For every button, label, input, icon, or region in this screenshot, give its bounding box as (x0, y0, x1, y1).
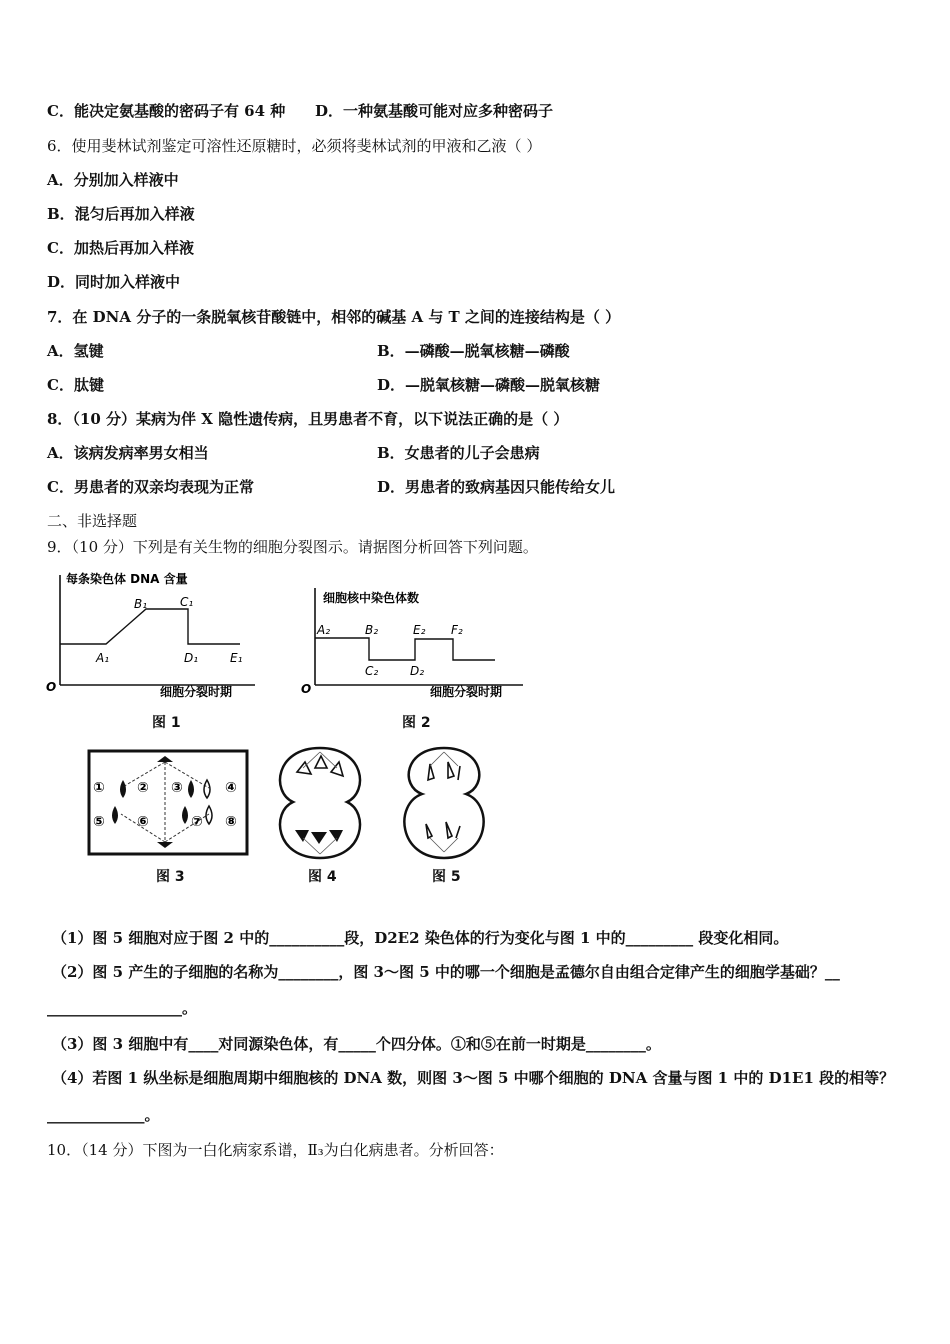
fig5-caption: 图 5 (432, 869, 461, 885)
fig3-label-4: ④ (225, 780, 237, 796)
q8-option-b: B．女患者的儿子会患病 (377, 444, 540, 462)
fig3-label-7: ⑦ (191, 814, 203, 830)
fig1-caption: 图 1 (152, 715, 181, 731)
q10-stem: 10．（14 分）下图为一白化病家系谱，Ⅱ₃为白化病患者。分析回答： (47, 1141, 504, 1159)
fig2-caption: 图 2 (402, 715, 431, 731)
fig1-point-c1: C₁ (180, 595, 194, 609)
fig2-point-e2: E₂ (413, 623, 426, 637)
figure-4-cell (265, 742, 375, 864)
fig3-label-5: ⑤ (93, 814, 105, 830)
q9-sub2-b: __________________。 (47, 999, 198, 1017)
q9-sub4-b: _____________。 (47, 1106, 160, 1124)
fig2-xlabel: 细胞分裂时期 (430, 685, 503, 699)
fig1-point-d1: D₁ (184, 651, 199, 665)
q8-option-d: D．男患者的致病基因只能传给女儿 (377, 478, 616, 496)
fig2-point-d2: D₂ (410, 664, 425, 678)
q7-stem: 7．在 DNA 分子的一条脱氧核苷酸链中，相邻的碱基 A 与 T 之间的连接结构是（ ） (47, 308, 621, 326)
fig3-label-2: ② (137, 780, 149, 796)
fig1-point-b1: B₁ (134, 597, 148, 611)
fig1-origin: O (46, 680, 57, 694)
q8-stem: 8．（10 分）某病为伴 X 隐性遗传病，且男患者不育，以下说法正确的是（ ） (47, 410, 569, 428)
fig3-label-1: ① (93, 780, 105, 796)
fig2-ylabel: 细胞核中染色体数 (323, 591, 420, 605)
section-title: 二、非选择题 (47, 512, 138, 530)
q9-stem: 9．（10 分）下列是有关生物的细胞分裂图示。请据图分析回答下列问题。 (47, 538, 538, 556)
fig4-caption: 图 4 (308, 869, 337, 885)
figure-1-graph (40, 565, 270, 700)
q9-sub2-a: （2）图 5 产生的子细胞的名称为________，图 3～图 5 中的哪一个细胞是孟德尔自由组合定律产生的细胞学基础？__ (52, 963, 840, 981)
fig3-label-3: ③ (171, 780, 183, 796)
q9-sub1: （1）图 5 细胞对应于图 2 中的__________段，D2E2 染色体的行为变化与图 1 中的_________ 段变化相同。 (52, 929, 789, 947)
q9-sub4-a: （4）若图 1 纵坐标是细胞周期中细胞核的 DNA 数，则图 3～图 5 中哪个细胞的 DNA 含量与图 1 中的 D1E1 段的相等？ (52, 1069, 895, 1087)
fig2-point-c2: C₂ (365, 664, 379, 678)
q7-option-b: B．—磷酸—脱氧核糖—磷酸 (377, 342, 570, 360)
q6-option-c: C．加热后再加入样液 (47, 239, 194, 257)
q7-option-d: D．—脱氧核糖—磷酸—脱氧核糖 (377, 376, 601, 394)
q8-option-c: C．男患者的双亲均表现为正常 (47, 478, 254, 496)
q5-option-d: D．一种氨基酸可能对应多种密码子 (315, 102, 554, 120)
q8-option-a: A．该病发病率男女相当 (47, 444, 209, 462)
fig2-origin: O (301, 682, 312, 696)
fig3-caption: 图 3 (156, 869, 185, 885)
fig1-xlabel: 细胞分裂时期 (160, 685, 233, 699)
figure-5-cell (390, 742, 498, 864)
q7-option-c: C．肽键 (47, 376, 104, 394)
fig2-point-a2: A₂ (317, 623, 331, 637)
q6-option-a: A．分别加入样液中 (47, 171, 179, 189)
q6-option-b: B．混匀后再加入样液 (47, 205, 195, 223)
fig1-point-e1: E₁ (230, 651, 243, 665)
q7-option-a: A．氢键 (47, 342, 104, 360)
q9-sub3: （3）图 3 细胞中有____对同源染色体，有_____个四分体。①和⑤在前一时期是________。 (52, 1035, 661, 1053)
fig1-ylabel: 每条染色体 DNA 含量 (66, 572, 188, 586)
fig2-point-f2: F₂ (451, 623, 463, 637)
q6-stem: 6．使用斐林试剂鉴定可溶性还原糖时，必须将斐林试剂的甲液和乙液（ ） (47, 137, 542, 155)
q5-option-c: C．能决定氨基酸的密码子有 64 种 (47, 102, 286, 120)
figure-3-cell (85, 748, 250, 858)
q6-option-d: D．同时加入样液中 (47, 273, 181, 291)
figure-2-graph (295, 580, 530, 700)
fig3-label-8: ⑧ (225, 814, 237, 830)
fig1-point-a1: A₁ (96, 651, 110, 665)
fig3-label-6: ⑥ (137, 814, 149, 830)
fig2-point-b2: B₂ (365, 623, 379, 637)
